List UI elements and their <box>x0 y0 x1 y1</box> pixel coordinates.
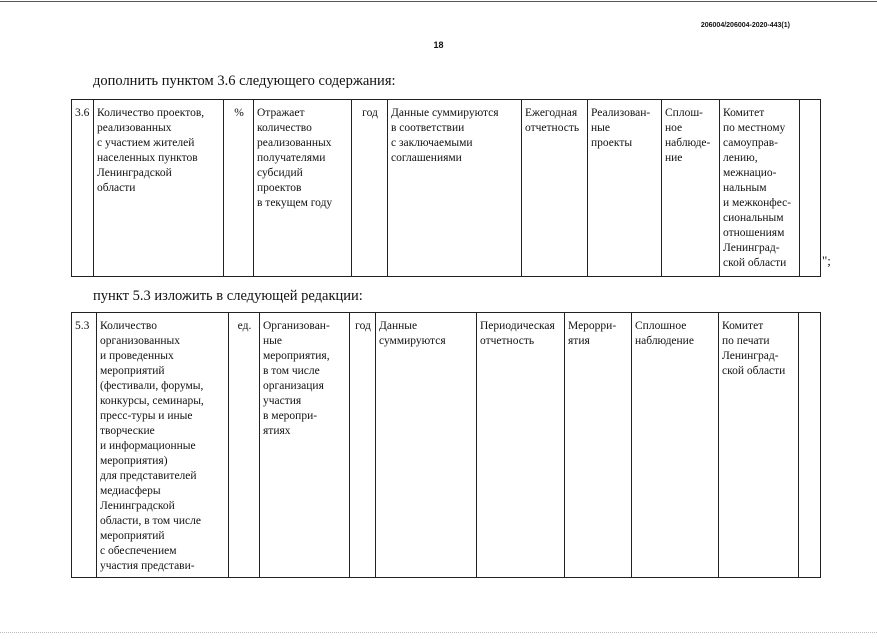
cell-text-line: ской области <box>723 257 787 269</box>
responsible-cell <box>719 313 799 578</box>
observation-unit-cell <box>565 313 632 578</box>
extra-cell <box>800 100 821 277</box>
unit-cell: ед. <box>229 313 260 578</box>
cell-text-line: соглашениями <box>391 152 462 164</box>
indicator-table-3-6 <box>71 99 821 277</box>
scan-artifact-line <box>0 632 877 636</box>
cell-text-line: медиасферы <box>100 485 161 497</box>
cell-text-line: Реализован- <box>591 107 651 119</box>
definition-cell <box>254 100 352 277</box>
cell-text-line: в соответствии <box>391 122 465 134</box>
row-number-cell: 5.3 <box>72 313 97 578</box>
cell-text-line: в текущем году <box>257 197 333 209</box>
cell-text-line: самоуправ- <box>723 137 778 149</box>
cell-text-line: ные <box>591 122 610 134</box>
table-row <box>72 100 821 277</box>
cell-text-line: ятия <box>568 335 590 347</box>
cell-text-line: отношениям <box>723 227 785 239</box>
section2-intro: пункт 5.3 изложить в следующей редакции: <box>93 288 363 304</box>
row-number-cell: 3.6 <box>72 100 94 277</box>
closing-quote: "; <box>822 253 831 268</box>
unit-cell: % <box>224 100 254 277</box>
cell-text-line: области, в том числе <box>100 515 201 527</box>
page-number: 18 <box>433 40 444 50</box>
cell-text-line: мероприятий <box>100 365 165 377</box>
cell-text-line: для представителей <box>100 470 197 482</box>
cell-text-line: реализованных <box>257 137 332 149</box>
extra-cell <box>799 313 821 578</box>
cell-text-line: в том числе <box>263 365 320 377</box>
cell-text-line: Количество <box>100 320 157 332</box>
cell-text-line: по печати <box>722 335 770 347</box>
top-border-line <box>0 1 877 2</box>
cell-text-line: мероприятий <box>100 530 165 542</box>
source-cell <box>522 100 588 277</box>
definition-cell <box>260 313 350 578</box>
cell-text-line: ятиях <box>263 425 291 437</box>
cell-text-line: (фестивали, форумы, <box>100 380 204 392</box>
cell-text-line: в меропри- <box>263 410 318 422</box>
indicator-table-5-3 <box>71 312 821 578</box>
cell-text-line: Данные <box>379 320 418 332</box>
cell-text-line: населенных пунктов <box>97 152 198 164</box>
period-cell: год <box>350 313 376 578</box>
cell-text-line: с заключаемыми <box>391 137 473 149</box>
cell-text-line: Комитет <box>723 107 765 119</box>
cell-text-line: и межконфес- <box>723 197 792 209</box>
cell-text-line: Ежегодная <box>525 107 578 119</box>
cell-text-line: и проведенных <box>100 350 174 362</box>
source-cell <box>477 313 565 578</box>
table-row <box>72 313 821 578</box>
cell-text-line: конкурсы, семинары, <box>100 395 204 407</box>
cell-text-line: с обеспечением <box>100 545 177 557</box>
cell-text-line: реализованных <box>97 122 172 134</box>
cell-text-line: проектов <box>257 182 302 194</box>
cell-text-line: Сплош- <box>665 107 703 119</box>
cell-text-line: Ленинградской <box>97 167 172 179</box>
responsible-cell <box>720 100 800 277</box>
cell-text-line: ние <box>665 152 683 164</box>
method-cell <box>376 313 477 578</box>
cell-text-line: Комитет <box>722 320 764 332</box>
cell-text-line: Периодическая <box>480 320 555 332</box>
cell-text-line: Ленинградской <box>100 500 175 512</box>
cell-text-line: Сплошное <box>635 320 687 332</box>
cell-text-line: межнацио- <box>723 167 777 179</box>
cell-text-line: мероприятия, <box>263 350 330 362</box>
observation-type-cell <box>662 100 720 277</box>
cell-text-line: участия представи- <box>100 560 195 572</box>
cell-text-line: отчетность <box>480 335 535 347</box>
cell-text-line: Ленинград- <box>723 242 780 254</box>
document-code: 206004/206004-2020-443(1) <box>700 22 790 29</box>
indicator-name-cell <box>94 100 224 277</box>
cell-text-line: ской области <box>722 365 786 377</box>
section1-intro: дополнить пунктом 3.6 следующего содержания: <box>93 73 396 89</box>
cell-text-line: субсидий <box>257 167 303 179</box>
cell-text-line: отчетность <box>525 122 580 134</box>
cell-text-line: организация <box>263 380 324 392</box>
observation-type-cell <box>632 313 719 578</box>
method-cell <box>388 100 522 277</box>
cell-text-line: сиональным <box>723 212 784 224</box>
cell-text-line: Мероpри- <box>568 320 617 332</box>
cell-text-line: наблюдение <box>635 335 694 347</box>
cell-text-line: проекты <box>591 137 633 149</box>
cell-text-line: области <box>97 182 136 194</box>
cell-text-line: нальным <box>723 182 767 194</box>
cell-text-line: мероприятия) <box>100 455 168 467</box>
cell-text-line: наблюде- <box>665 137 711 149</box>
observation-unit-cell <box>588 100 662 277</box>
cell-text-line: Ленинград- <box>722 350 779 362</box>
cell-text-line: Отражает <box>257 107 305 119</box>
cell-text-line: по местному <box>723 122 786 134</box>
cell-text-line: ные <box>263 335 282 347</box>
cell-text-line: суммируются <box>379 335 446 347</box>
cell-text-line: количество <box>257 122 312 134</box>
cell-text-line: ное <box>665 122 683 134</box>
cell-text-line: и информационные <box>100 440 196 452</box>
cell-text-line: Организован- <box>263 320 330 332</box>
cell-text-line: пресс-туры и иные <box>100 410 193 422</box>
cell-text-line: участия <box>263 395 302 407</box>
cell-text-line: лению, <box>723 152 758 164</box>
cell-text-line: организованных <box>100 335 181 347</box>
cell-text-line: творческие <box>100 425 155 437</box>
period-cell: год <box>352 100 388 277</box>
cell-text-line: получателями <box>257 152 326 164</box>
cell-text-line: Данные суммируются <box>391 107 499 119</box>
indicator-name-cell <box>97 313 229 578</box>
cell-text-line: с участием жителей <box>97 137 195 149</box>
cell-text-line: Количество проектов, <box>97 107 205 119</box>
